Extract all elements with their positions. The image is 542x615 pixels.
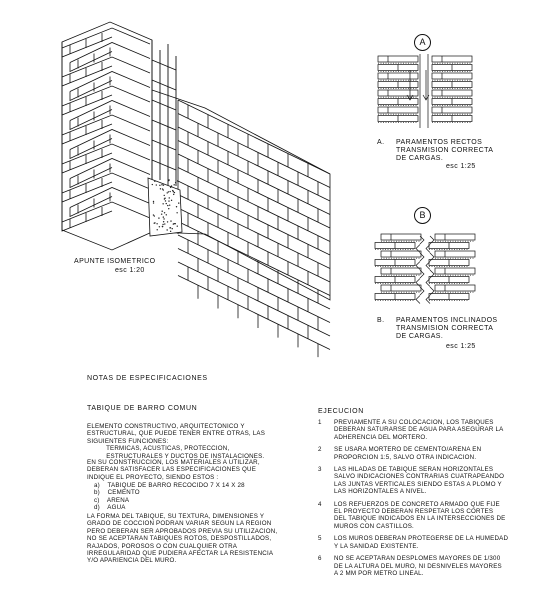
concrete-aggregate xyxy=(157,229,158,230)
execution-line: SALVO INDICACIONES CONTRARIAS CUATRAPEANDO xyxy=(334,473,505,481)
detail-b-marker: B xyxy=(414,207,431,224)
execution-item-number: 1 xyxy=(318,419,322,426)
brick-course-line xyxy=(178,222,330,296)
notes-heading: NOTAS DE ESPECIFICACIONES xyxy=(87,375,208,382)
execution-item-number: 5 xyxy=(318,535,322,543)
concrete-aggregate xyxy=(169,191,170,192)
concrete-aggregate xyxy=(163,216,164,217)
notes-p3-line: LA FORMA DEL TABIQUE, SU TEXTURA, DIMENSIONES Y xyxy=(87,513,265,520)
concrete-aggregate xyxy=(160,188,161,189)
concrete-aggregate xyxy=(161,213,162,214)
list-item xyxy=(94,497,245,504)
notes-paragraph-1 xyxy=(87,423,265,460)
detail-a-marker: A xyxy=(414,34,431,51)
brick-course-line xyxy=(178,235,330,309)
execution-item xyxy=(318,446,538,461)
concrete-aggregate xyxy=(162,226,163,227)
left-wall-courses xyxy=(62,28,150,231)
brick xyxy=(378,90,418,96)
concrete-aggregate xyxy=(159,185,160,186)
execution-item-number: 3 xyxy=(318,466,322,474)
concrete-aggregate xyxy=(176,212,177,213)
list-item xyxy=(94,489,245,496)
brick-course-line xyxy=(178,168,330,242)
brick xyxy=(432,90,472,96)
list-key: d) xyxy=(94,504,100,512)
concrete-aggregate xyxy=(162,188,163,189)
concrete-aggregate xyxy=(173,184,174,185)
concrete-aggregate xyxy=(156,184,157,185)
iso-title: APUNTE ISOMETRICO xyxy=(74,258,156,265)
concrete-aggregate xyxy=(166,229,167,230)
detail-a-letter: A. xyxy=(377,139,385,146)
concrete-aggregate xyxy=(161,184,162,185)
execution-item xyxy=(318,419,538,441)
concrete-aggregate xyxy=(158,217,159,218)
detail-b-scale: esc 1:25 xyxy=(446,343,476,350)
detail-a-drawing xyxy=(378,54,472,128)
concrete-aggregate xyxy=(153,201,154,202)
notes-p2-line: EN SU CONSTRUCCION, LOS MATERIALES A UTILIZAR, xyxy=(87,459,260,466)
wall-left-return xyxy=(62,22,152,250)
brick xyxy=(435,268,475,274)
brick-course-line xyxy=(178,141,330,215)
concrete-aggregate xyxy=(166,214,167,215)
list-key: b) xyxy=(94,489,100,497)
notes-paragraph-2 xyxy=(87,459,260,481)
brick xyxy=(378,73,418,79)
concrete-aggregate xyxy=(170,187,171,188)
list-key: a) xyxy=(94,482,100,489)
concrete-aggregate xyxy=(153,214,154,215)
brick-course-line xyxy=(178,154,330,228)
brick xyxy=(378,56,418,62)
concrete-aggregate xyxy=(169,227,170,228)
brick xyxy=(381,268,421,274)
execution-line: NO SE ACEPTARAN DESPLOMES MAYORES DE 1/300 xyxy=(334,555,501,563)
list-item xyxy=(94,504,245,511)
notes-p1-line: ESTRUCTURAL, QUE PUEDE TENER ENTRE OTRAS, LAS xyxy=(87,430,266,438)
brick xyxy=(432,107,472,113)
concrete-aggregate xyxy=(170,220,171,221)
execution-item xyxy=(318,535,538,550)
execution-line: EL PROYECTO DEBERAN RESPETAR LOS CORTES xyxy=(334,508,494,516)
execution-line: LOS REFUERZOS DE CONCRETO ARMADO QUE FIJE xyxy=(334,500,500,508)
brick-course-line xyxy=(178,114,330,188)
brick xyxy=(435,251,475,257)
detail-a-line-3: DE CARGAS. xyxy=(396,155,444,162)
notes-paragraph-3 xyxy=(87,513,277,565)
detail-a-scale: esc 1:25 xyxy=(446,163,476,170)
execution-item-text xyxy=(334,419,503,441)
execution-line: A 2 MM POR METRO LINEAL. xyxy=(334,569,424,577)
execution-list xyxy=(318,419,538,582)
concrete-aggregate xyxy=(167,192,168,193)
execution-line: MUROS CON CASTILLOS. xyxy=(334,522,414,530)
execution-item-text xyxy=(334,555,502,577)
execution-item-text xyxy=(334,535,508,550)
brick-course-line xyxy=(178,276,330,350)
concrete-aggregate xyxy=(165,200,166,201)
notes-p1-line: SIGUIENTES FUNCIONES: xyxy=(87,437,169,445)
brick xyxy=(435,234,475,240)
concrete-aggregate xyxy=(163,185,164,186)
detail-b-line-1: PARAMENTOS INCLINADOS xyxy=(396,317,498,324)
brick xyxy=(381,251,421,257)
concrete-aggregate xyxy=(170,231,171,232)
brick xyxy=(432,73,472,79)
concrete-aggregate xyxy=(169,204,170,205)
list-value: AGUA xyxy=(107,504,126,512)
execution-item-text xyxy=(334,446,481,461)
concrete-aggregate xyxy=(177,180,178,181)
execution-item-number: 4 xyxy=(318,500,322,508)
notes-p3-line: RAJADOS, POROSOS O CON CUALQUIER OTRA xyxy=(87,542,238,550)
execution-item xyxy=(318,501,538,531)
brick-course-line xyxy=(178,195,330,269)
concrete-aggregate xyxy=(161,211,162,212)
notes-p1-line: ESTRUCTURALES Y DUCTOS DE INSTALACIONES. xyxy=(87,452,265,460)
castillo-reinforcement xyxy=(152,40,176,186)
brick xyxy=(432,56,472,62)
concrete-aggregate xyxy=(164,198,165,199)
list-key: c) xyxy=(94,496,100,504)
concrete-aggregate xyxy=(164,195,165,196)
brick-course-line xyxy=(178,100,330,174)
concrete-aggregate xyxy=(171,185,172,186)
execution-item xyxy=(318,466,538,496)
notes-p3-line: GRADO DE COCCION PODRAN VARIAR SEGUN LA REGION xyxy=(87,520,272,528)
execution-line: LAS JUNTAS VERTICALES SIENDO ESTAS A PLOMO Y xyxy=(334,480,502,488)
brick xyxy=(435,285,475,291)
notes-p1-line: ELEMENTO CONSTRUCTIVO, ARQUITECTONICO Y xyxy=(87,423,245,430)
concrete-aggregate xyxy=(173,194,174,195)
concrete-aggregate xyxy=(172,228,173,229)
brick xyxy=(381,285,421,291)
execution-item-text xyxy=(334,501,506,531)
list-value: TABIQUE DE BARRO RECOCIDO 7 X 14 X 28 xyxy=(107,482,245,489)
concrete-aggregate xyxy=(168,191,169,192)
notes-p3-line: IRREGULARIDAD QUE PUDIERA AFECTAR LA RESISTENCIA xyxy=(87,550,274,558)
notes-p3-line: Y/O APARIENCIA DEL MURO. xyxy=(87,557,177,565)
concrete-aggregate xyxy=(163,218,164,219)
brick xyxy=(378,107,418,113)
concrete-aggregate xyxy=(159,226,160,227)
concrete-aggregate xyxy=(167,221,168,222)
concrete-aggregate xyxy=(166,203,167,204)
detail-b-line-3: DE CARGAS. xyxy=(396,333,444,340)
execution-line: DEL TABIQUE INDICADOS EN LA INTERSECCIONES DE xyxy=(334,515,506,523)
concrete-aggregate xyxy=(169,197,170,198)
concrete-aggregate xyxy=(156,223,157,224)
concrete-aggregate xyxy=(168,200,169,201)
concrete-aggregate xyxy=(174,192,175,193)
detail-b-letter: B. xyxy=(377,317,385,324)
brick-course-line xyxy=(178,262,330,336)
concrete-aggregate xyxy=(176,206,177,207)
concrete-aggregate xyxy=(164,223,165,224)
brick-course-line xyxy=(62,211,112,231)
brick-course-line xyxy=(178,181,330,255)
notes-p3-line: PERO DEBERAN SER APROBADOS PREVIA SU UTILIZACION, xyxy=(87,527,278,535)
detail-a-line-2: TRANSMISION CORRECTA xyxy=(396,147,494,154)
concrete-aggregate xyxy=(162,203,163,204)
detail-b-drawing xyxy=(375,234,475,304)
execution-heading: EJECUCION xyxy=(318,408,364,415)
concrete-aggregate xyxy=(153,202,154,203)
concrete-aggregate xyxy=(178,202,179,203)
concrete-aggregate xyxy=(173,191,174,192)
concrete-aggregate xyxy=(163,221,164,222)
concrete-aggregate xyxy=(168,208,169,209)
execution-line: ADHERENCIA DEL MORTERO. xyxy=(334,433,428,441)
list-item xyxy=(94,482,245,489)
brick xyxy=(381,234,421,240)
execution-line: SE USARA MORTERO DE CEMENTO/ARENA EN xyxy=(334,446,482,454)
execution-item-number: 6 xyxy=(318,555,322,563)
materials-list xyxy=(94,482,245,512)
concrete-aggregate xyxy=(168,180,169,181)
concrete-aggregate xyxy=(175,223,176,224)
concrete-aggregate xyxy=(154,222,155,223)
execution-line: LOS MUROS DEBERAN PROTEGERSE DE LA HUMEDAD xyxy=(334,535,509,543)
iso-scale: esc 1:20 xyxy=(115,267,145,274)
execution-line: DEBERAN SATURARSE DE AGUA PARA ASEGURAR LA xyxy=(334,426,504,434)
concrete-aggregate xyxy=(152,184,153,185)
concrete-aggregate xyxy=(162,224,163,225)
concrete-aggregate xyxy=(175,182,176,183)
list-value: CEMENTO xyxy=(107,489,140,497)
execution-item-text xyxy=(334,466,504,496)
concrete-aggregate xyxy=(164,212,165,213)
execution-line: LAS HORIZONTALES A NIVEL. xyxy=(334,488,427,496)
execution-line: PROPORCION 1:5, SALVO OTRA INDICACION. xyxy=(334,453,477,461)
execution-item xyxy=(318,555,538,577)
detail-b-line-2: TRANSMISION CORRECTA xyxy=(396,325,494,332)
brick-course-line xyxy=(178,208,330,282)
concrete-aggregate xyxy=(171,200,172,201)
concrete-aggregate xyxy=(177,225,178,226)
execution-line: LAS HILADAS DE TABIQUE SERAN HORIZONTALES xyxy=(334,466,494,474)
execution-line: Y LA SANIDAD EXISTENTE. xyxy=(334,542,419,550)
concrete-aggregate xyxy=(167,205,168,206)
execution-line: DE LA ALTURA DEL MURO, NI DESNIVELES MAYORES xyxy=(334,562,502,570)
notes-subheading: TABIQUE DE BARRO COMUN xyxy=(87,405,198,412)
concrete-aggregate xyxy=(154,181,155,182)
detail-a-line-1: PARAMENTOS RECTOS xyxy=(396,139,483,146)
notes-p2-line: DEBERAN SATISFACER LAS ESPECIFICACIONES QUE xyxy=(87,466,257,474)
concrete-fill xyxy=(148,178,182,236)
list-value: ARENA xyxy=(106,496,130,504)
execution-item-number: 2 xyxy=(318,446,322,454)
execution-line: PREVIAMENTE A SU COLOCACION, LOS TABIQUES xyxy=(334,419,494,426)
brick-course-line xyxy=(178,127,330,201)
notes-p1-line: TERMICAS, ACUSTICAS, PROTECCION, xyxy=(87,445,230,453)
notes-p3-line: NO SE ACEPTARAN TABIQUES ROTOS, DESPOSTILLADOS, xyxy=(87,535,272,543)
notes-p2-line: INDIQUE EL PROYECTO, SIENDO ESTOS : xyxy=(87,473,219,481)
